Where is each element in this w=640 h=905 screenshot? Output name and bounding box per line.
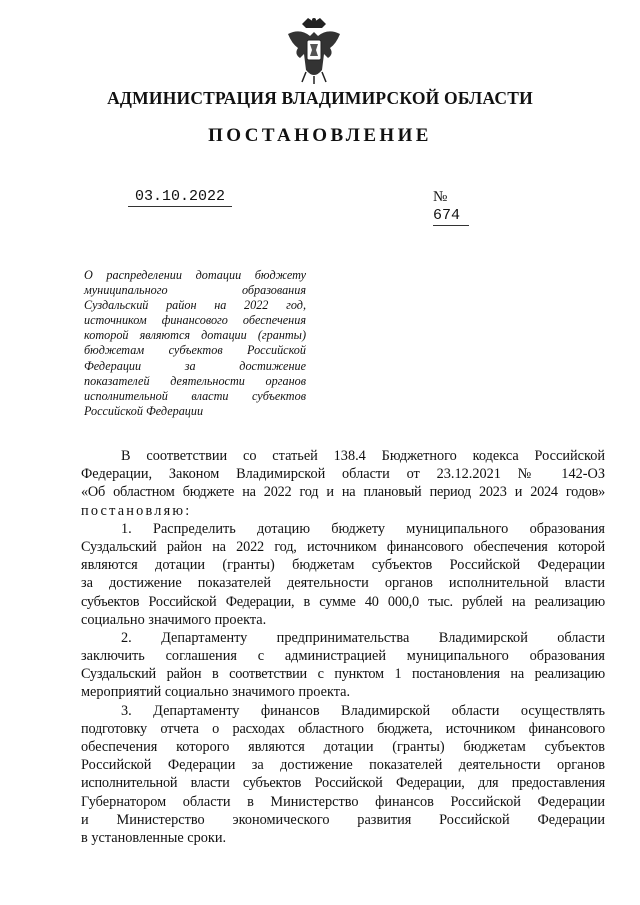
body-line: заключить соглашения с администрацией муниципального образования (81, 648, 605, 665)
body-line: Российской Федерации за достижение показателей деятельности органов (81, 757, 605, 774)
document-body (81, 447, 605, 847)
subject-line: Суздальский район на 2022 год, (84, 298, 306, 313)
document-date: 03.10.2022 (128, 188, 232, 207)
body-line: социально значимого проекта. (81, 611, 267, 628)
subject-line: которой являются дотации (гранты) (84, 328, 306, 343)
body-line: В соответствии со статьей 138.4 Бюджетного кодекса Российской (121, 448, 605, 464)
body-line: мероприятий социально значимого проекта. (81, 684, 351, 701)
body-line: субъектов Российской Федерации, в сумме 40 000,0 тыс. рублей на реализацию (81, 593, 605, 610)
body-line: в установленные сроки. (81, 829, 227, 846)
subject-line: Российской Федерации (84, 403, 204, 418)
organization-name: АДМИНИСТРАЦИЯ ВЛАДИМИРСКОЙ ОБЛАСТИ (107, 88, 533, 108)
body-line: Федерации, Законом Владимирской области от 23.12.2021 № 142-ОЗ (81, 466, 605, 483)
document-type-title: ПОСТАНОВЛЕНИЕ (208, 125, 432, 146)
subject-block (84, 268, 306, 419)
subject-line: источником финансового обеспечения (84, 313, 306, 328)
subject-line: О распределении дотации бюджету (84, 268, 306, 282)
number-value: 674 (433, 207, 469, 226)
subject-line: показателей деятельности органов (84, 373, 306, 388)
body-line: и Министерство экономического развития Российской Федерации (81, 811, 605, 828)
body-line: являются дотации (гранты) бюджетам субъектов Российской Федерации (81, 557, 605, 574)
document-number (433, 188, 487, 226)
body-line: Суздальский район на 2022 год, источником финансового обеспечения которой (81, 538, 605, 555)
body-line: «Об областном бюджете на 2022 год и на плановый период 2023 и 2024 годов» (81, 484, 605, 501)
body-line: 1. Распределить дотацию бюджету муниципального образования (121, 520, 605, 537)
number-sign: № (433, 189, 448, 205)
body-line: обеспечения которого являются дотации (гранты) бюджетам субъектов (81, 739, 605, 755)
subject-line: бюджетам субъектов Российской (84, 343, 306, 358)
body-line: 3. Департаменту финансов Владимирской области осуществлять (121, 702, 605, 719)
body-line: исполнительной власти субъектов Российской Федерации, для предоставления (81, 775, 605, 792)
body-line: 2. Департаменту предпринимательства Владимирской области (121, 629, 605, 646)
body-line: Суздальский район в соответствии с пунктом 1 постановления на реализацию (81, 666, 605, 683)
subject-line: Федерации за достижение (84, 358, 306, 373)
subject-line: муниципального образования (84, 283, 306, 298)
body-line: Губернатором области в Министерство финансов Российской Федерации (81, 793, 605, 810)
coat-of-arms-emblem (282, 14, 346, 86)
subject-line: исполнительной власти субъектов (84, 388, 306, 403)
body-line: подготовку отчета о расходах областного бюджета, источником финансового (81, 720, 605, 737)
body-line: за достижение показателей деятельности органов исполнительной власти (81, 575, 605, 592)
body-line: постановляю: (81, 502, 192, 519)
